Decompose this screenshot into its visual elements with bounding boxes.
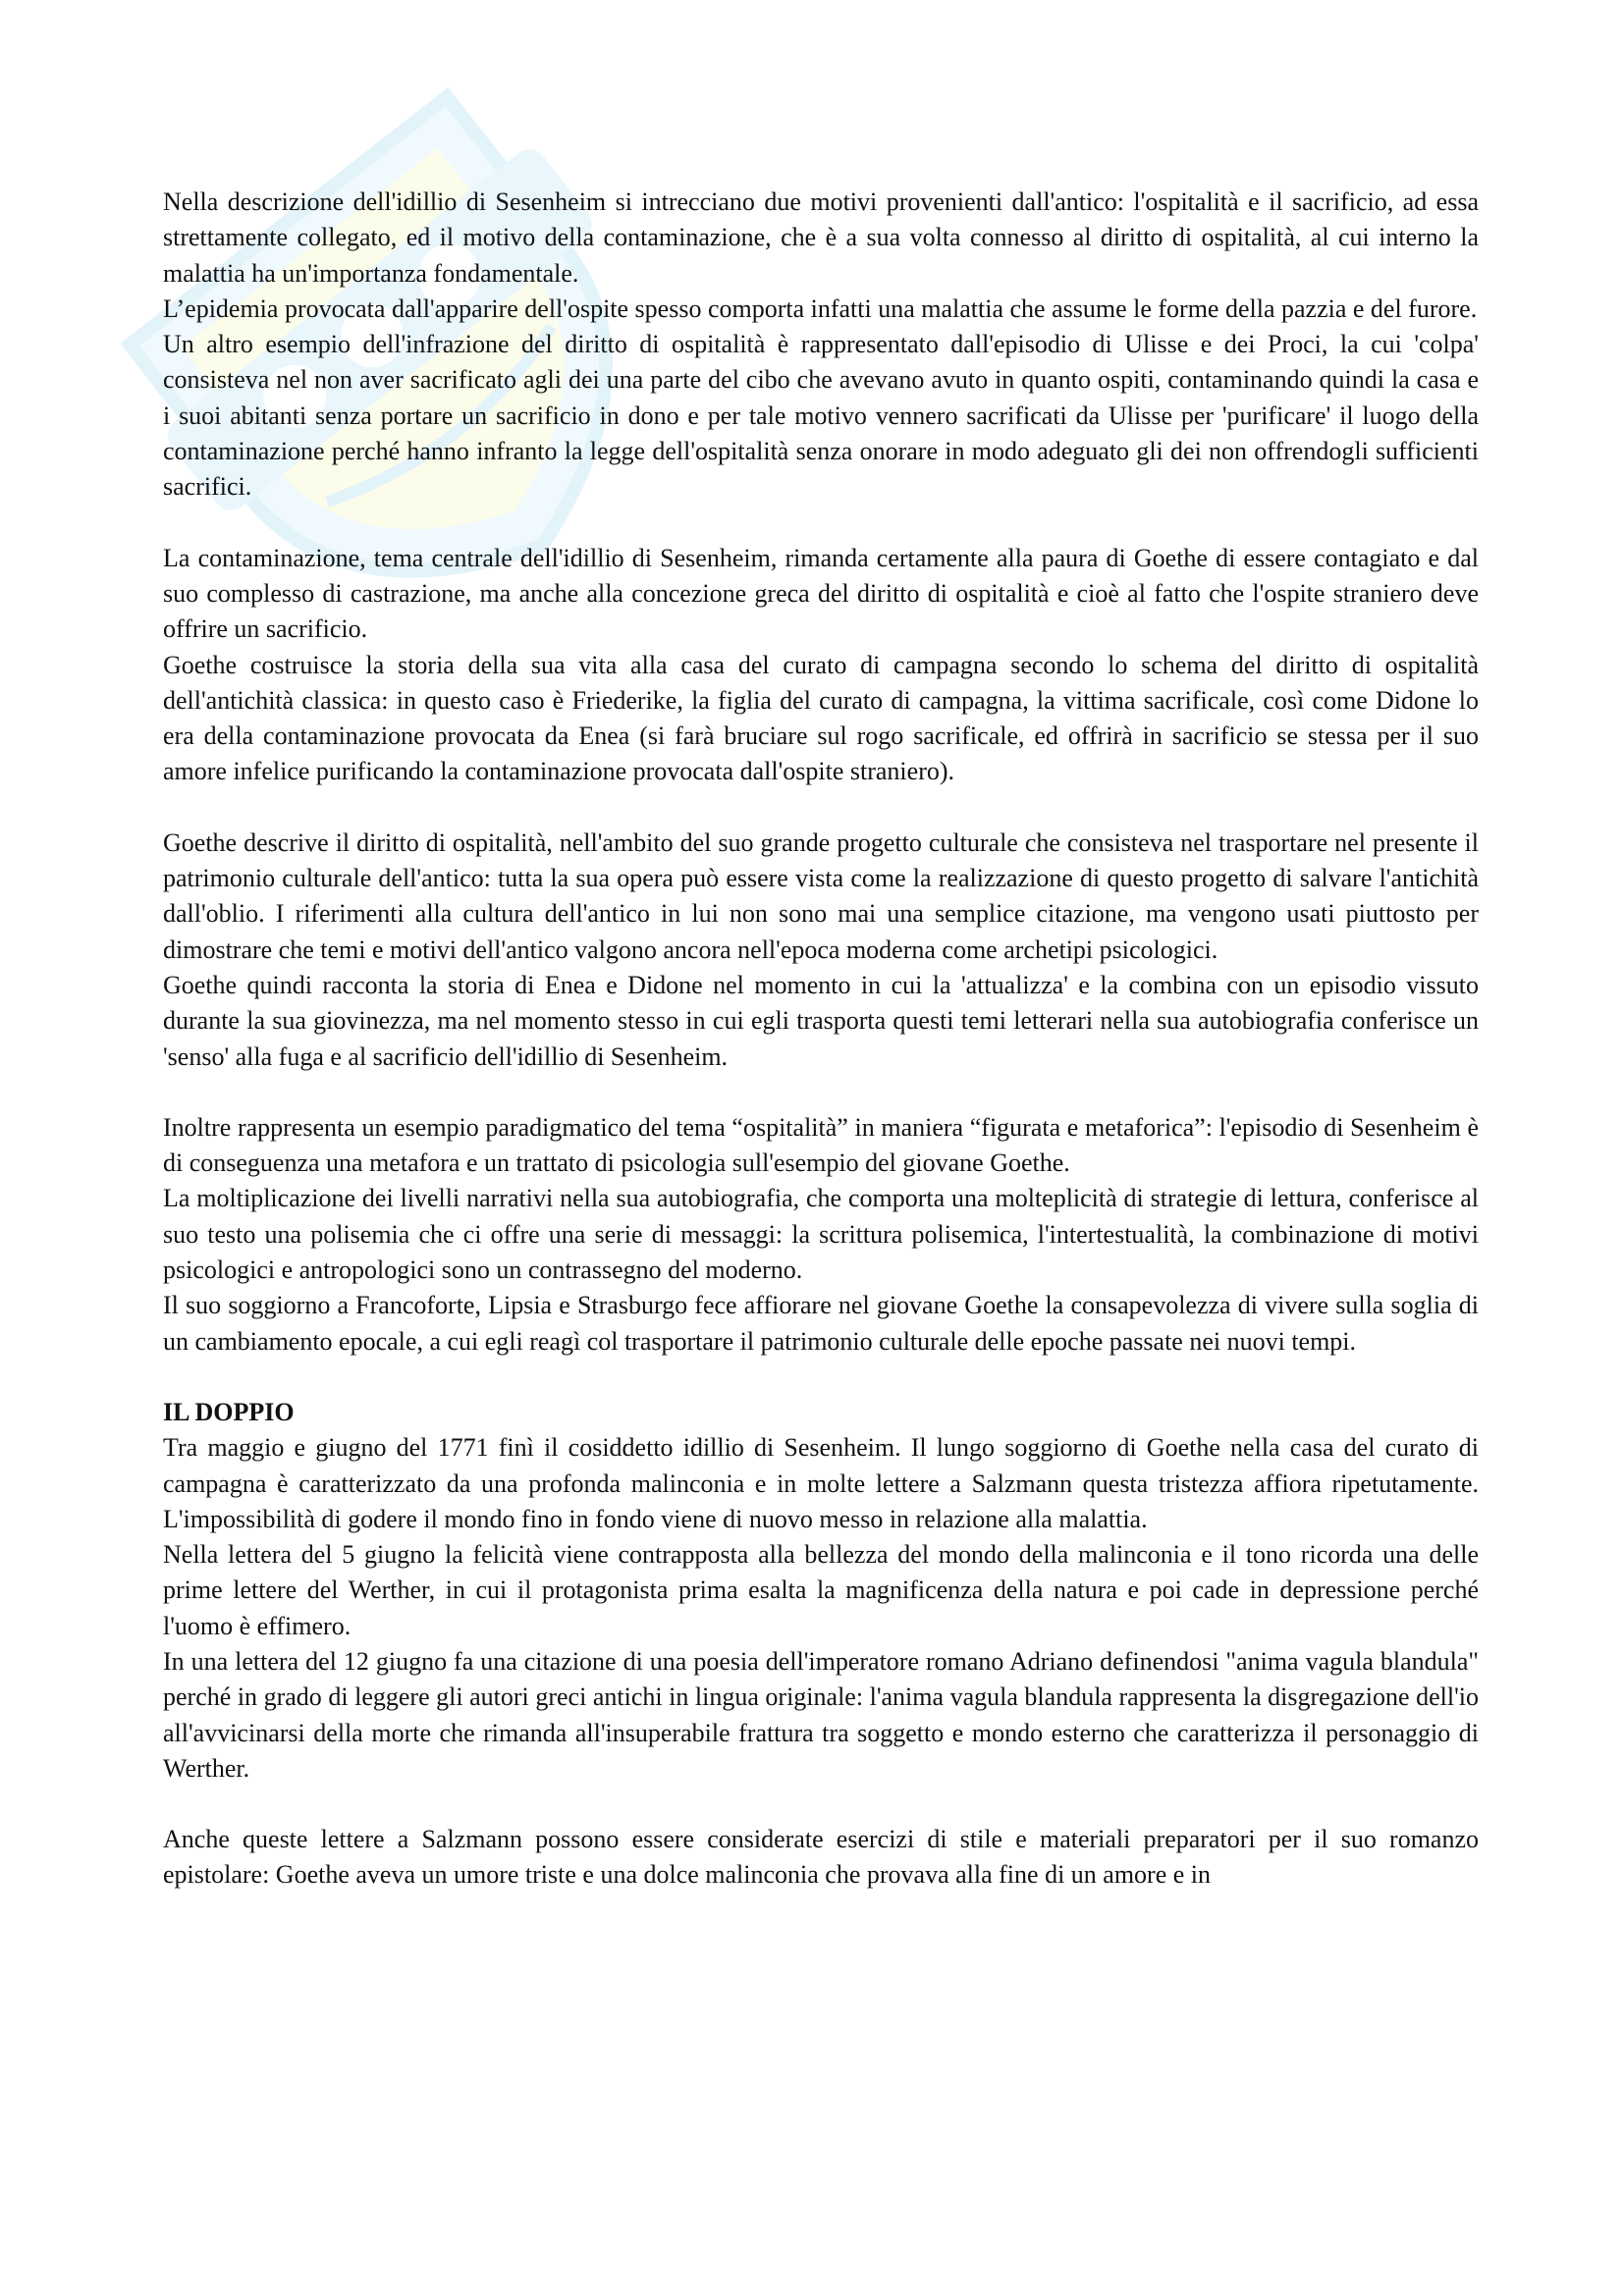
paragraph: Tra maggio e giugno del 1771 finì il cosiddetto idillio di Sesenheim. Il lungo soggiorno di Goethe nella casa del curato di campagna è caratterizzato da una profonda malinconia e in molte lettere a Salzmann questa tristezza affiora ripetutamente. L'impossibilità di godere il mondo fino in fondo viene di nuovo messo in relazione alla malattia.: [163, 1433, 1479, 1533]
document-body: [163, 185, 1479, 1894]
paragraph: Il suo soggiorno a Francoforte, Lipsia e Strasburgo fece affiorare nel giovane Goethe la consapevolezza di vivere sulla soglia di un cambiamento epocale, a cui egli reagì col trasportare il patrimonio culturale delle epoche passate nei nuovi tempi.: [163, 1291, 1479, 1356]
paragraph: Goethe descrive il diritto di ospitalità, nell'ambito del suo grande progetto culturale che consisteva nel trasportare nel presente il patrimonio culturale dell'antico: tutta la sua opera può essere vista come la realizzazione di questo progetto di salvare l'antichità dall'oblio. I riferimenti alla cultura dell'antico in lui non sono mai una semplice citazione, ma vengono usati piuttosto per dimostrare che temi e motivi dell'antico valgono ancora nell'epoca moderna come archetipi psicologici.: [163, 828, 1479, 964]
paragraph-spacer: [163, 790, 1479, 826]
section-heading: IL DOPPIO: [163, 1397, 295, 1426]
paragraph: Inoltre rappresenta un esempio paradigmatico del tema “ospitalità” in maniera “figurata e metaforica”: l'episodio di Sesenheim è di conseguenza una metafora e un trattato di psicologia sull'esempio del giovane Goethe.: [163, 1112, 1479, 1178]
paragraph-spacer: [163, 1075, 1479, 1110]
paragraph: In una lettera del 12 giugno fa una citazione di una poesia dell'imperatore romano Adriano definendosi "anima vagula blandula" perché in grado di leggere gli autori greci antichi in lingua originale: l'anima vagula blandula rappresenta la disgregazione dell'io all'avvicinarsi della morte che rimanda all'insuperabile frattura tra soggetto e mondo esterno che caratterizza il personaggio di Werther.: [163, 1646, 1479, 1783]
paragraph: Anche queste lettere a Salzmann possono essere considerate esercizi di stile e materiali preparatori per il suo romanzo epistolare: Goethe aveva un umore triste e una dolce malinconia che provava alla fine di un amore e in: [163, 1825, 1479, 1890]
paragraph: Nella lettera del 5 giugno la felicità viene contrapposta alla bellezza del mondo della malinconia e il tono ricorda una delle prime lettere del Werther, in cui il protagonista prima esalta la magnificenza della natura e poi cade in depressione perché l'uomo è effimero.: [163, 1540, 1479, 1640]
paragraph: La moltiplicazione dei livelli narrativi nella sua autobiografia, che comporta una molteplicità di strategie di lettura, conferisce al suo testo una polisemia che ci offre una serie di messaggi: la scrittura polisemica, l'intertestualità, la combinazione di motivi psicologici e antropologici sono un contrassegno del moderno.: [163, 1184, 1479, 1285]
paragraph: Un altro esempio dell'infrazione del diritto di ospitalità è rappresentato dall'episodio di Ulisse e dei Proci, la cui 'colpa' consisteva nel non aver sacrificato agli dei una parte del cibo che avevano avuto in quanto ospiti, contaminando quindi la casa e i suoi abitanti senza portare un sacrificio in dono e per tale motivo vennero sacrificati da Ulisse per 'purificare' il luogo della contaminazione perché hanno infranto la legge dell'ospitalità senza onorare in modo adeguato gli dei non offrendogli sufficienti sacrifici.: [163, 330, 1479, 502]
paragraph: L’epidemia provocata dall'apparire dell'ospite spesso comporta infatti una malattia che assume le forme della pazzia e del furore.: [163, 294, 1478, 323]
paragraph-spacer: [163, 1787, 1479, 1822]
paragraph: Nella descrizione dell'idillio di Sesenheim si intrecciano due motivi provenienti dall'antico: l'ospitalità e il sacrificio, ad essa strettamente collegato, ed il motivo della contaminazione, che è a sua volta connesso al diritto di ospitalità, al cui interno la malattia ha un'importanza fondamentale.: [163, 187, 1479, 288]
paragraph-spacer: [163, 1360, 1479, 1395]
paragraph: Goethe quindi racconta la storia di Enea e Didone nel momento in cui la 'attualizza' e la combina con un episodio vissuto durante la sua giovinezza, ma nel momento stesso in cui egli trasporta questi temi letterari nella sua autobiografia conferisce un 'senso' alla fuga e al sacrificio dell'idillio di Sesenheim.: [163, 970, 1479, 1071]
paragraph: Goethe costruisce la storia della sua vita alla casa del curato di campagna secondo lo schema del diritto di ospitalità dell'antichità classica: in questo caso è Friederike, la figlia del curato di campagna, la vittima sacrificale, così come Didone lo era della contaminazione provocata da Enea (si farà bruciare sul rogo sacrificale, ed offrirà in sacrificio se stessa per il suo amore infelice purificando la contaminazione provocata dall'ospite straniero).: [163, 650, 1479, 786]
paragraph: La contaminazione, tema centrale dell'idillio di Sesenheim, rimanda certamente alla paura di Goethe di essere contagiato e dal suo complesso di castrazione, ma anche alla concezione greca del diritto di ospitalità e cioè al fatto che l'ospite straniero deve offrire un sacrificio.: [163, 543, 1479, 644]
paragraph-spacer: [163, 506, 1479, 541]
